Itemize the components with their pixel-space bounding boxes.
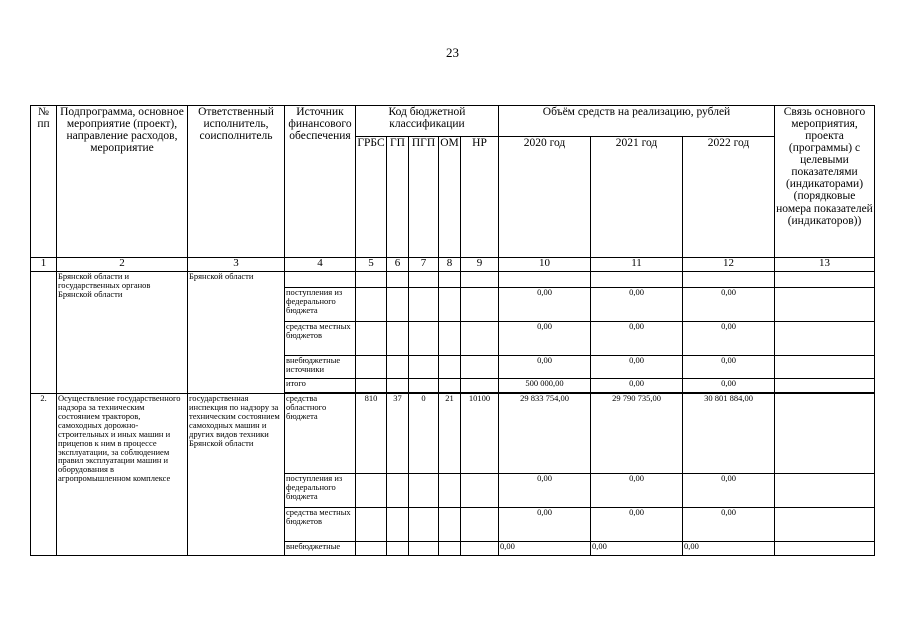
value-2021: 0,00 bbox=[591, 322, 683, 356]
subprogram-cell: Брянской области и государственных органов Брянской области bbox=[57, 272, 188, 394]
value-2021: 0,00 bbox=[591, 508, 683, 542]
col-number: 4 bbox=[285, 258, 356, 272]
header-volume: Объём средств на реализацию, рублей bbox=[499, 106, 775, 137]
source-cell: поступления из федерального бюджета bbox=[285, 288, 356, 322]
header-budget-code: Код бюджетной классификации bbox=[356, 106, 499, 137]
code-grbs: 810 bbox=[356, 394, 387, 474]
header-grbs: ГРБС bbox=[356, 137, 387, 258]
value-2020: 0,00 bbox=[499, 356, 591, 379]
value-2020: 0,00 bbox=[499, 322, 591, 356]
value-2020: 29 833 754,00 bbox=[499, 394, 591, 474]
value-2022: 0,00 bbox=[683, 356, 775, 379]
col-number: 12 bbox=[683, 258, 775, 272]
value-2021: 0,00 bbox=[591, 356, 683, 379]
value-2022: 0,00 bbox=[683, 508, 775, 542]
header-executor: Ответственный исполнитель, соисполнитель bbox=[188, 106, 285, 258]
value-2021: 29 790 735,00 bbox=[591, 394, 683, 474]
col-number: 10 bbox=[499, 258, 591, 272]
value-2022: 0,00 bbox=[683, 542, 775, 556]
source-cell: средства местных бюджетов bbox=[285, 322, 356, 356]
header-om: ОМ bbox=[439, 137, 461, 258]
source-cell: средства областного бюджета bbox=[285, 394, 356, 474]
value-2020: 500 000,00 bbox=[499, 379, 591, 393]
col-number: 3 bbox=[188, 258, 285, 272]
source-cell: итого bbox=[285, 379, 356, 393]
code-np: 10100 bbox=[461, 394, 499, 474]
col-number: 8 bbox=[439, 258, 461, 272]
value-2022: 30 801 884,00 bbox=[683, 394, 775, 474]
header-source: Источник финансового обеспечения bbox=[285, 106, 356, 258]
value-2020: 0,00 bbox=[499, 542, 591, 556]
value-2021: 0,00 bbox=[591, 379, 683, 393]
header-subprogram: Подпрограмма, основное мероприятие (проект), направление расходов, мероприятие bbox=[57, 106, 188, 258]
value-2021: 0,00 bbox=[591, 542, 683, 556]
code-gp: 37 bbox=[387, 394, 409, 474]
value-2022: 0,00 bbox=[683, 322, 775, 356]
row-num: 2. bbox=[31, 394, 57, 556]
col-number: 1 bbox=[31, 258, 57, 272]
header-pgp: ПГП bbox=[409, 137, 439, 258]
budget-table bbox=[30, 105, 875, 556]
page-number: 23 bbox=[446, 45, 459, 60]
col-number: 11 bbox=[591, 258, 683, 272]
executor-cell: государственная инспекция по надзору за техническим состоянием самоходных машин и других видов техники Брянской области bbox=[188, 394, 285, 556]
subprogram-cell: Осуществление государственного надзора за техническим состоянием тракторов, самоходных дорожно-строительных и иных машин и прицепов к ним в процессе эксплуатации, за соблюдением правил эксплуатации машин и оборудования в агропромышленном комплексе bbox=[57, 394, 188, 556]
col-number: 6 bbox=[387, 258, 409, 272]
source-cell: внебюджетные bbox=[285, 542, 356, 556]
value-2020: 0,00 bbox=[499, 288, 591, 322]
col-number: 13 bbox=[775, 258, 875, 272]
source-cell: средства местных бюджетов bbox=[285, 508, 356, 542]
value-2020: 0,00 bbox=[499, 508, 591, 542]
col-number: 7 bbox=[409, 258, 439, 272]
col-number: 2 bbox=[57, 258, 188, 272]
row-num bbox=[31, 272, 57, 394]
source-cell: поступления из федерального бюджета bbox=[285, 474, 356, 508]
header-gp: ГП bbox=[387, 137, 409, 258]
col-number: 5 bbox=[356, 258, 387, 272]
value-2022: 0,00 bbox=[683, 379, 775, 393]
header-num: № пп bbox=[31, 106, 57, 258]
value-2022: 0,00 bbox=[683, 474, 775, 508]
code-om: 21 bbox=[439, 394, 461, 474]
value-2021: 0,00 bbox=[591, 288, 683, 322]
value-2020: 0,00 bbox=[499, 474, 591, 508]
header-np: НР bbox=[461, 137, 499, 258]
header-link: Связь основного мероприятия, проекта (программы) с целевыми показателями (индикаторами) (порядковые номера показателей (индикаторов)) bbox=[775, 106, 875, 258]
executor-cell: Брянской области bbox=[188, 272, 285, 394]
header-2020: 2020 год bbox=[499, 137, 591, 258]
col-number: 9 bbox=[461, 258, 499, 272]
value-2022: 0,00 bbox=[683, 288, 775, 322]
source-cell: внебюджетные источники bbox=[285, 356, 356, 379]
code-pgp: 0 bbox=[409, 394, 439, 474]
header-2022: 2022 год bbox=[683, 137, 775, 258]
value-2021: 0,00 bbox=[591, 474, 683, 508]
header-2021: 2021 год bbox=[591, 137, 683, 258]
